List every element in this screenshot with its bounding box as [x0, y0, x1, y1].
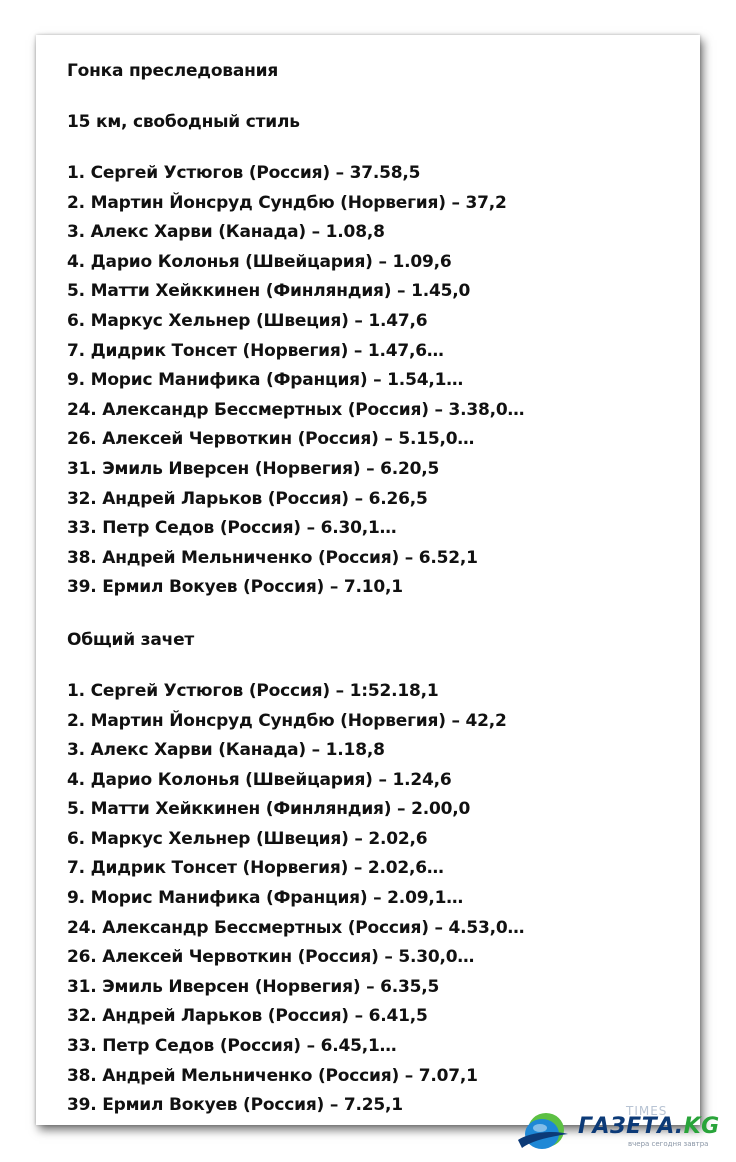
result-row: 24. Александр Бессмертных (Россия) – 3.38,0… [67, 399, 525, 420]
result-row: 32. Андрей Ларьков (Россия) – 6.41,5 [67, 1006, 428, 1027]
globe-icon [516, 1110, 570, 1154]
watermark-logo [516, 1104, 736, 1158]
result-row: 3. Алекс Харви (Канада) – 1.18,8 [67, 740, 385, 761]
result-row: 5. Матти Хейккинен (Финляндия) – 1.45,0 [67, 281, 471, 302]
overall-standings-heading: Общий зачет [67, 629, 195, 650]
result-row: 3. Алекс Харви (Канада) – 1.08,8 [67, 222, 385, 243]
result-row: 4. Дарио Колонья (Швейцария) – 1.09,6 [67, 251, 452, 272]
result-row: 24. Александр Бессмертных (Россия) – 4.53,0… [67, 917, 525, 938]
result-row: 31. Эмиль Иверсен (Норвегия) – 6.20,5 [67, 458, 440, 479]
watermark-tagline: вчера сегодня завтра [628, 1140, 709, 1148]
result-row: 26. Алексей Червоткин (Россия) – 5.30,0… [67, 947, 475, 968]
results-sheet [36, 35, 700, 1125]
result-row: 9. Морис Манифика (Франция) – 1.54,1… [67, 370, 464, 391]
watermark-brand-suffix: KG [683, 1114, 720, 1139]
result-row: 2. Мартин Йонсруд Сундбю (Норвегия) – 37,2 [67, 192, 507, 213]
result-row: 9. Морис Манифика (Франция) – 2.09,1… [67, 888, 464, 909]
result-row: 1. Сергей Устюгов (Россия) – 37.58,5 [67, 163, 421, 183]
results-content [67, 57, 687, 1121]
result-row: 7. Дидрик Тонсет (Норвегия) – 1.47,6… [67, 340, 444, 361]
result-row: 26. Алексей Червоткин (Россия) – 5.15,0… [67, 429, 475, 450]
result-row: 39. Ермил Вокуев (Россия) – 7.25,1 [67, 1095, 403, 1116]
result-row: 33. Петр Седов (Россия) – 6.30,1… [67, 518, 397, 539]
race-distance-heading: 15 км, свободный стиль [67, 112, 300, 132]
result-row: 31. Эмиль Иверсен (Норвегия) – 6.35,5 [67, 976, 440, 997]
watermark-brand [578, 1114, 720, 1139]
result-row: 33. Петр Седов (Россия) – 6.45,1… [67, 1036, 397, 1057]
result-row: 32. Андрей Ларьков (Россия) – 6.26,5 [67, 488, 428, 509]
result-row: 38. Андрей Мельниченко (Россия) – 6.52,1 [67, 547, 478, 568]
result-row: 2. Мартин Йонсруд Сундбю (Норвегия) – 42,2 [67, 710, 507, 731]
watermark-top-text: TIMES [626, 1104, 668, 1118]
result-row: 39. Ермил Вокуев (Россия) – 7.10,1 [67, 577, 403, 598]
result-row: 5. Матти Хейккинен (Финляндия) – 2.00,0 [67, 799, 471, 820]
watermark-brand-main: ГАЗЕТА. [578, 1114, 684, 1139]
overall-results-list [67, 677, 687, 1121]
result-row: 6. Маркус Хельнер (Швеция) – 1.47,6 [67, 310, 428, 331]
result-row: 4. Дарио Колонья (Швейцария) – 1.24,6 [67, 769, 452, 790]
result-row: 7. Дидрик Тонсет (Норвегия) – 2.02,6… [67, 858, 444, 879]
race-type-heading: Гонка преследования [67, 61, 279, 81]
result-row: 1. Сергей Устюгов (Россия) – 1:52.18,1 [67, 680, 439, 701]
result-row: 6. Маркус Хельнер (Швеция) – 2.02,6 [67, 828, 428, 849]
race-results-list [67, 159, 687, 603]
result-row: 38. Андрей Мельниченко (Россия) – 7.07,1 [67, 1065, 478, 1086]
